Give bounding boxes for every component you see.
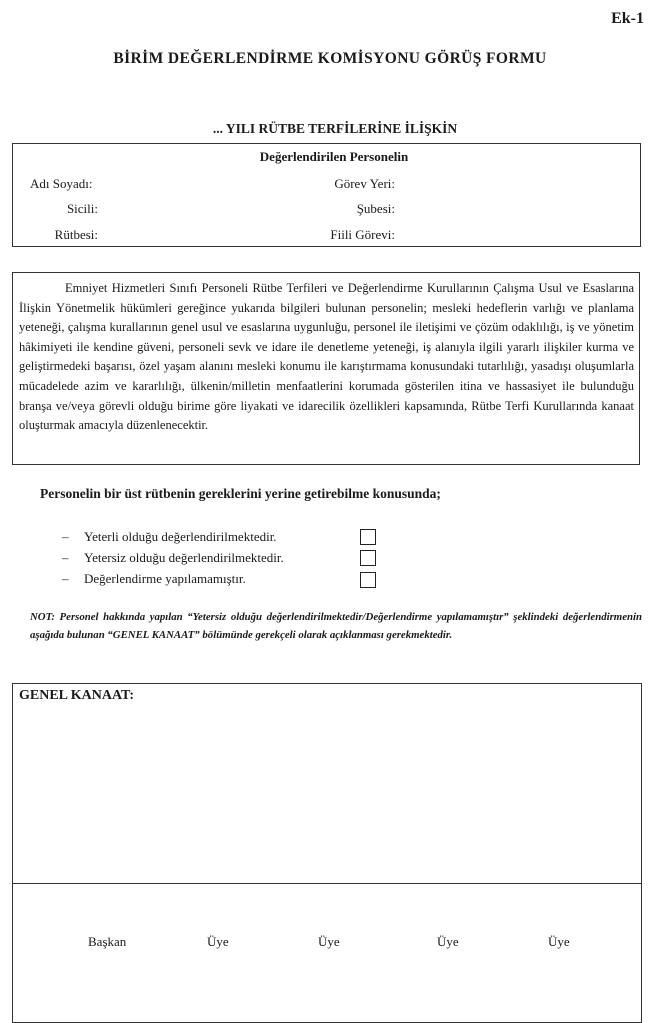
actual-duty-field-label: Fiili Görevi: bbox=[330, 227, 395, 242]
signature-member-3: Üye bbox=[437, 934, 459, 949]
option-dash: – bbox=[62, 529, 69, 544]
insufficient-checkbox[interactable] bbox=[360, 550, 376, 566]
annex-label: Ek-1 bbox=[611, 10, 644, 27]
option-label: Yeterli olduğu değerlendirilmektedir. bbox=[84, 529, 277, 544]
signature-member-1: Üye bbox=[207, 934, 229, 949]
option-dash: – bbox=[62, 550, 69, 565]
signature-member-4: Üye bbox=[548, 934, 570, 949]
option-insufficient bbox=[62, 550, 284, 566]
signature-divider bbox=[12, 883, 642, 884]
description-text: Emniyet Hizmetleri Sınıfı Personeli Rütbe Terfileri ve Değerlendirme Kurullarının Çalışma Usul ve Esaslarına İlişkin Yönetmelik hükümleri gereğince yukarıda bilgileri bulunan personelin; mesleki hedeflerin varlığı ve planlama yeteneği, çalışma kurallarının genel usul ve esaslarına uygunluğu, personel ile iletişimi ve çözüm odaklılığı, iş ve yönetim hâkimiyeti ile kendine güveni, personeli sevk ve idare ile denetleme yeteneği, iş alanıyla ilgili yararlı ilişkiler kurma ve geliştirmedeki başarısı, özel yaşam alanını mesleki konumu ile karıştırmama konusundaki tutarlılığı, yasadışı oluşumlarla mücadelede azim ve kararlılığı, ülkenin/milletin menfaatlerini korumada gösterilen itina ve hassasiyet ile bulunduğu branşa ve/veya görevli olduğu birime göre liyakati ve idarecilik özellikleri kapsamında, Rütbe Terfi Kurullarında kanaat oluşturmak amacıyla düzenlenecektir. bbox=[19, 281, 634, 433]
option-not-evaluated bbox=[62, 571, 246, 587]
signature-chair: Başkan bbox=[88, 934, 127, 949]
option-label: Değerlendirme yapılamamıştır. bbox=[84, 571, 246, 586]
assessment-question: Personelin bir üst rütbenin gereklerini yerine getirebilme konusunda; bbox=[40, 486, 441, 501]
option-sufficient bbox=[62, 529, 277, 545]
not-evaluated-checkbox[interactable] bbox=[360, 572, 376, 588]
rank-field-label: Rütbesi: bbox=[54, 227, 98, 242]
personnel-heading: Değerlendirilen Personelin bbox=[259, 149, 409, 164]
name-field-label: Adı Soyadı: bbox=[30, 176, 93, 191]
description-box bbox=[12, 272, 640, 465]
general-opinion-box[interactable] bbox=[12, 683, 642, 1023]
year-title: ... YILI RÜTBE TERFİLERİNE İLİŞKİN bbox=[212, 121, 458, 136]
form-title: BİRİM DEĞERLENDİRME KOMİSYONU GÖRÜŞ FORMU bbox=[113, 50, 547, 67]
option-dash: – bbox=[62, 571, 69, 586]
sufficient-checkbox[interactable] bbox=[360, 529, 376, 545]
branch-field-label: Şubesi: bbox=[356, 201, 395, 216]
option-label: Yetersiz olduğu değerlendirilmektedir. bbox=[84, 550, 284, 565]
duty-station-field-label: Görev Yeri: bbox=[334, 176, 395, 191]
note-text: NOT: Personel hakkında yapılan “Yetersiz olduğu değerlendirilmektedir/Değerlendirme yapılamamıştır” şeklindeki değerlendirmenin aşağıda bulunan “GENEL KANAAT” bölümünde gerekçeli olarak açıklanması gerekmektedir. bbox=[30, 611, 642, 641]
signature-member-2: Üye bbox=[318, 934, 340, 949]
registry-field-label: Sicili: bbox=[66, 201, 98, 216]
general-opinion-title: GENEL KANAAT: bbox=[19, 688, 134, 703]
